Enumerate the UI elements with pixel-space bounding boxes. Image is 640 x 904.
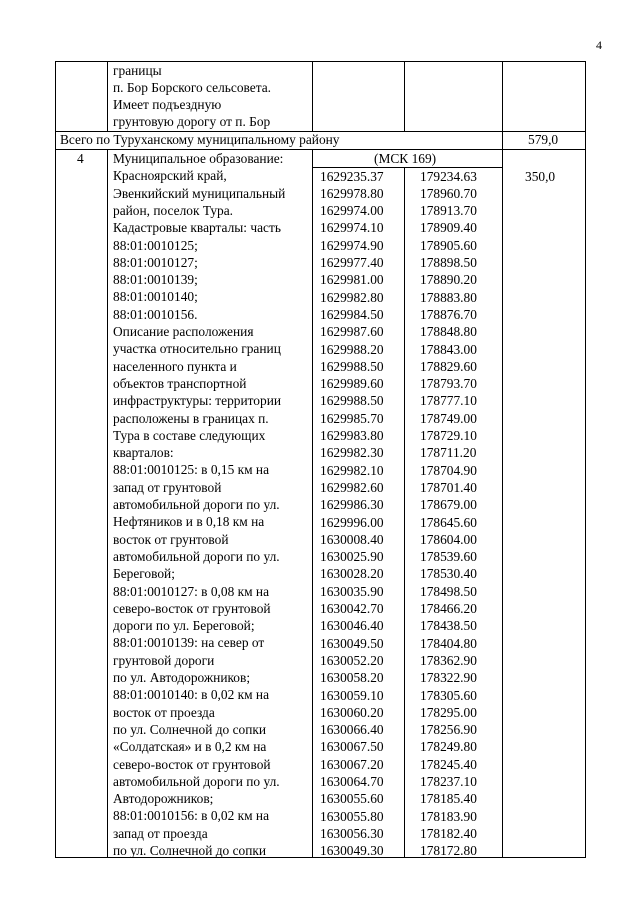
description-line: запад от грунтовой: [113, 479, 222, 495]
coordinate-y: 178793.70: [420, 376, 477, 392]
coordinate-y: 178829.60: [420, 358, 477, 374]
description-line: 88:01:0010140;: [113, 289, 198, 305]
description-line: Нефтяников и в 0,18 км на: [113, 514, 265, 530]
coordinate-x: 1629978.80: [320, 185, 384, 201]
coordinate-y: 178249.80: [420, 739, 477, 755]
description-line: расположены в границах п.: [113, 410, 269, 426]
coordinate-y: 178843.00: [420, 341, 477, 357]
coordinate-y: 178305.60: [420, 687, 477, 703]
entry-area: 350,0: [525, 169, 556, 184]
coordinate-y: 178466.20: [420, 601, 477, 616]
col-divider-description: [312, 149, 313, 858]
coordinate-x: 1630035.90: [320, 583, 384, 599]
coordinate-y: 178295.00: [420, 704, 477, 720]
description-line: 88:01:0010156: в 0,02 км на: [113, 808, 270, 824]
coordinate-y: 178905.60: [420, 237, 477, 253]
coordinate-x: 1629985.70: [320, 410, 384, 426]
coord-system-header: (МСК 169): [374, 151, 437, 166]
coordinate-y: 178539.60: [420, 549, 477, 565]
coordinate-y: 178237.10: [420, 774, 477, 789]
total-label: Всего по Туруханскому муниципальному району: [60, 132, 340, 147]
coordinate-y: 178256.90: [420, 722, 477, 738]
coordinate-y: 178183.90: [420, 808, 477, 824]
description-line: Эвенкийский муниципальный: [113, 185, 286, 201]
description-line: 88:01:0010127: в 0,08 км на: [113, 583, 270, 599]
coordinate-x: 1630058.20: [320, 670, 384, 686]
coordinate-y: 178362.90: [420, 652, 477, 668]
coordinate-y: 178729.10: [420, 428, 477, 443]
coordinate-x: 1630064.70: [320, 774, 384, 789]
description-line: автомобильной дороги по ул.: [113, 497, 280, 512]
description-line: Описание расположения: [113, 324, 254, 339]
coordinate-x: 1630028.20: [320, 566, 384, 582]
top-desc-line: границы: [113, 63, 162, 78]
coordinate-x: 1630046.40: [320, 618, 384, 634]
coordinate-x: 1629988.20: [320, 341, 384, 357]
col-divider-x: [404, 167, 405, 858]
coordinate-x: 1630049.50: [320, 635, 384, 651]
coordinate-x: 1630008.40: [320, 531, 384, 547]
description-line: грунтовой дороги: [113, 652, 215, 668]
coordinate-x: 1630066.40: [320, 722, 384, 738]
coordinate-x: 1629974.00: [320, 203, 384, 219]
coordinate-y: 178182.40: [420, 825, 477, 841]
coordinate-y: 178172.80: [420, 843, 477, 859]
coordinate-x: 1629996.00: [320, 514, 384, 530]
top-desc-line: Имеет подъездную: [113, 97, 222, 112]
coordinate-y: 178498.50: [420, 583, 477, 599]
coordinate-x: 1629235.37: [320, 168, 384, 184]
coordinate-x: 1630060.20: [320, 704, 384, 720]
description-line: Автодорожников;: [113, 791, 214, 807]
coordinate-y: 178960.70: [420, 185, 477, 201]
description-line: по ул. Солнечной до сопки: [113, 721, 267, 737]
description-line: участка относительно границ: [113, 341, 281, 357]
coordinate-x: 1630055.60: [320, 791, 384, 807]
description-line: восток от грунтовой: [113, 531, 229, 547]
coordinate-x: 1629982.10: [320, 462, 384, 478]
coordinate-x: 1629984.50: [320, 306, 384, 322]
description-line: по ул. Автодорожников;: [113, 670, 251, 685]
coordinate-x: 1629989.60: [320, 376, 384, 392]
description-line: 88:01:0010127;: [113, 254, 198, 270]
coordinate-y: 178704.90: [420, 462, 477, 478]
description-line: запад от проезда: [113, 825, 208, 841]
description-line: 88:01:0010139;: [113, 272, 198, 288]
description-line: район, поселок Тура.: [113, 202, 234, 218]
coordinate-x: 1629977.40: [320, 255, 384, 270]
coordinate-x: 1630056.30: [320, 825, 384, 841]
description-line: Береговой;: [113, 566, 175, 582]
coordinate-y: 178898.50: [420, 255, 477, 270]
coordinate-x: 1630055.80: [320, 808, 384, 824]
coordinate-y: 178876.70: [420, 306, 477, 322]
page-number: 4: [596, 38, 602, 52]
coordinate-y: 178777.10: [420, 393, 477, 409]
coordinate-y: 178404.80: [420, 635, 477, 651]
coordinate-x: 1629974.10: [320, 220, 384, 236]
coordinate-y: 178530.40: [420, 566, 477, 582]
description-line: 88:01:0010125;: [113, 237, 198, 253]
description-line: дороги по ул. Береговой;: [113, 618, 255, 634]
coordinate-x: 1629982.30: [320, 445, 384, 461]
coordinate-y: 178245.40: [420, 756, 477, 772]
coordinate-x: 1630042.70: [320, 601, 384, 616]
description-line: населенного пункта и: [113, 358, 237, 374]
table-right-border: [585, 61, 586, 858]
description-line: северо-восток от грунтовой: [113, 756, 271, 772]
coordinate-x: 1629987.60: [320, 324, 384, 340]
coordinate-y: 178322.90: [420, 670, 477, 686]
description-line: 88:01:0010125: в 0,15 км на: [113, 462, 270, 478]
coordinate-y: 178848.80: [420, 324, 477, 340]
description-line: 88:01:0010139: на север от: [113, 635, 265, 651]
description-line: Красноярский край,: [113, 168, 227, 184]
coordinate-y: 178909.40: [420, 220, 477, 236]
coordinate-x: 1629988.50: [320, 358, 384, 374]
col-divider-description-top: [312, 61, 313, 131]
coordinate-y: 178679.00: [420, 497, 477, 513]
coordinate-y: 178701.40: [420, 479, 477, 495]
col-divider-area: [502, 61, 503, 858]
description-line: 88:01:0010140: в 0,02 км на: [113, 687, 270, 703]
table-left-border: [55, 61, 56, 858]
coordinate-y: 178604.00: [420, 531, 477, 547]
col-divider-x-top: [404, 61, 405, 131]
coordinate-x: 1629982.60: [320, 479, 384, 495]
description-line: Муниципальное образование:: [113, 151, 284, 166]
coordinate-y: 178749.00: [420, 410, 477, 426]
coordinate-y: 178185.40: [420, 791, 477, 807]
description-line: Кадастровые кварталы: часть: [113, 220, 281, 236]
coordinate-x: 1629981.00: [320, 272, 384, 288]
description-line: «Солдатская» и в 0,2 км на: [113, 739, 267, 755]
description-line: 88:01:0010156.: [113, 306, 198, 322]
coordinate-y: 178913.70: [420, 203, 477, 219]
coordinate-x: 1629988.50: [320, 393, 384, 409]
description-line: по ул. Солнечной до сопки: [113, 843, 267, 858]
coordinate-y: 178890.20: [420, 272, 477, 288]
description-line: инфраструктуры: территории: [113, 393, 282, 409]
coordinate-y: 178438.50: [420, 618, 477, 634]
description-line: Тура в составе следующих: [113, 427, 266, 443]
coordinate-x: 1629986.30: [320, 497, 384, 513]
coordinate-x: 1629982.80: [320, 289, 384, 305]
coordinate-x: 1629974.90: [320, 237, 384, 253]
description-line: восток от проезда: [113, 704, 215, 720]
coordinate-x: 1630049.30: [320, 843, 384, 859]
description-line: северо-восток от грунтовой: [113, 600, 271, 616]
col-divider-number: [107, 149, 108, 858]
col-divider-number-top: [107, 61, 108, 131]
coordinate-x: 1630025.90: [320, 549, 384, 565]
entry-number: 4: [77, 151, 84, 166]
coordinate-y: 178645.60: [420, 514, 477, 530]
coordinate-x: 1629983.80: [320, 428, 384, 443]
coordinate-x: 1630067.20: [320, 756, 384, 772]
top-desc-line: п. Бор Борского сельсовета.: [113, 80, 272, 95]
coordinate-x: 1630059.10: [320, 687, 384, 703]
coordinate-y: 179234.63: [420, 168, 477, 184]
coordinate-x: 1630067.50: [320, 739, 384, 755]
description-line: автомобильной дороги по ул.: [113, 773, 280, 789]
description-line: автомобильной дороги по ул.: [113, 548, 280, 564]
top-desc-line: грунтовую дорогу от п. Бор: [113, 114, 271, 129]
description-line: кварталов:: [113, 445, 174, 461]
description-line: объектов транспортной: [113, 375, 247, 391]
coordinate-x: 1630052.20: [320, 652, 384, 668]
total-value: 579,0: [528, 132, 559, 147]
coordinate-y: 178883.80: [420, 289, 477, 305]
coordinate-y: 178711.20: [420, 445, 477, 461]
